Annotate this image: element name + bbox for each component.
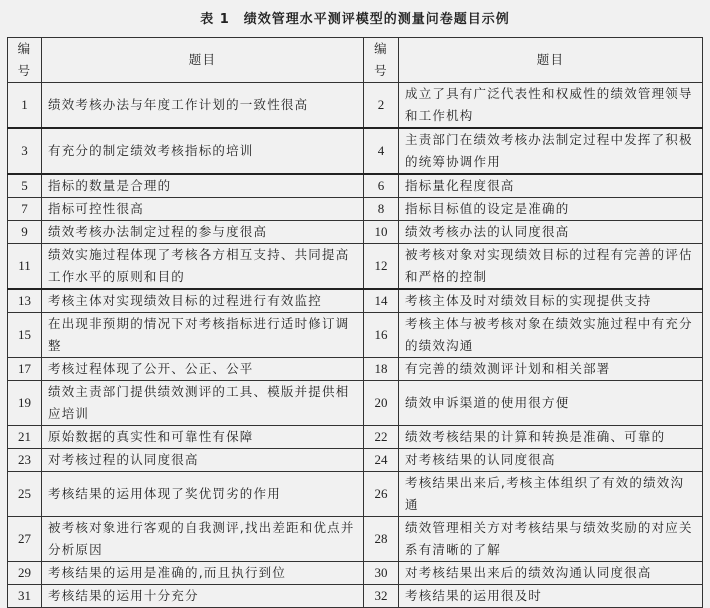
table-row [8, 313, 703, 358]
item-text-left: 被考核对象进行客观的自我测评,找出差距和优点并分析原因 [42, 517, 364, 562]
item-text-right: 绩效管理相关方对考核结果与绩效奖励的对应关系有清晰的了解 [399, 517, 703, 562]
item-number-left: 1 [8, 83, 42, 129]
item-number-right: 28 [364, 517, 399, 562]
item-number-left: 31 [8, 585, 42, 608]
item-number-left: 13 [8, 289, 42, 313]
item-number-left: 5 [8, 174, 42, 198]
item-text-right: 考核结果出来后,考核主体组织了有效的绩效沟通 [399, 472, 703, 517]
header-number-left: 编号 [8, 38, 42, 83]
table-row [8, 83, 703, 129]
item-text-left: 考核过程体现了公开、公正、公平 [42, 358, 364, 381]
item-text-left: 绩效主责部门提供绩效测评的工具、模版并提供相应培训 [42, 381, 364, 426]
item-number-right: 22 [364, 426, 399, 449]
item-number-right: 6 [364, 174, 399, 198]
item-text-right: 考核主体及时对绩效目标的实现提供支持 [399, 289, 703, 313]
item-text-right: 指标量化程度很高 [399, 174, 703, 198]
item-text-right: 被考核对象对实现绩效目标的过程有完善的评估和严格的控制 [399, 244, 703, 290]
item-number-right: 16 [364, 313, 399, 358]
item-text-left: 绩效实施过程体现了考核各方相互支持、共同提高工作水平的原则和目的 [42, 244, 364, 290]
item-number-right: 8 [364, 198, 399, 221]
item-text-right: 绩效考核结果的计算和转换是准确、可靠的 [399, 426, 703, 449]
item-number-right: 24 [364, 449, 399, 472]
item-text-left: 原始数据的真实性和可靠性有保障 [42, 426, 364, 449]
table-row [8, 221, 703, 244]
table-row [8, 358, 703, 381]
item-number-left: 3 [8, 128, 42, 174]
item-text-right: 成立了具有广泛代表性和权威性的绩效管理领导和工作机构 [399, 83, 703, 129]
item-number-right: 14 [364, 289, 399, 313]
item-text-right: 对考核结果的认同度很高 [399, 449, 703, 472]
item-number-right: 12 [364, 244, 399, 290]
item-number-left: 15 [8, 313, 42, 358]
item-number-left: 7 [8, 198, 42, 221]
item-number-right: 18 [364, 358, 399, 381]
item-text-right: 有完善的绩效测评计划和相关部署 [399, 358, 703, 381]
item-number-right: 2 [364, 83, 399, 129]
item-number-left: 19 [8, 381, 42, 426]
item-text-left: 考核主体对实现绩效目标的过程进行有效监控 [42, 289, 364, 313]
item-text-right: 考核结果的运用很及时 [399, 585, 703, 608]
item-text-right: 主责部门在绩效考核办法制定过程中发挥了积极的统筹协调作用 [399, 128, 703, 174]
item-text-left: 考核结果的运用是准确的,而且执行到位 [42, 562, 364, 585]
item-text-left: 在出现非预期的情况下对考核指标进行适时修订调整 [42, 313, 364, 358]
item-text-right: 对考核结果出来后的绩效沟通认同度很高 [399, 562, 703, 585]
item-number-right: 26 [364, 472, 399, 517]
item-text-left: 指标的数量是合理的 [42, 174, 364, 198]
questionnaire-table [7, 37, 703, 608]
item-number-left: 25 [8, 472, 42, 517]
item-text-right: 绩效申诉渠道的使用很方便 [399, 381, 703, 426]
item-number-left: 27 [8, 517, 42, 562]
item-text-left: 绩效考核办法与年度工作计划的一致性很高 [42, 83, 364, 129]
item-text-left: 有充分的制定绩效考核指标的培训 [42, 128, 364, 174]
item-number-left: 11 [8, 244, 42, 290]
item-number-left: 17 [8, 358, 42, 381]
header-item-left: 题目 [42, 38, 364, 83]
table-row [8, 128, 703, 174]
table-row [8, 289, 703, 313]
item-text-left: 绩效考核办法制定过程的参与度很高 [42, 221, 364, 244]
item-text-right: 绩效考核办法的认同度很高 [399, 221, 703, 244]
table-row [8, 198, 703, 221]
item-text-left: 考核结果的运用十分充分 [42, 585, 364, 608]
item-text-right: 指标目标值的设定是准确的 [399, 198, 703, 221]
item-number-left: 21 [8, 426, 42, 449]
item-number-right: 4 [364, 128, 399, 174]
item-number-right: 10 [364, 221, 399, 244]
item-number-right: 32 [364, 585, 399, 608]
table-row [8, 517, 703, 562]
table-row [8, 562, 703, 585]
table-row [8, 244, 703, 290]
table-row [8, 174, 703, 198]
item-number-left: 9 [8, 221, 42, 244]
item-number-left: 29 [8, 562, 42, 585]
item-text-right: 考核主体与被考核对象在绩效实施过程中有充分的绩效沟通 [399, 313, 703, 358]
table-row [8, 585, 703, 608]
item-number-right: 30 [364, 562, 399, 585]
item-number-right: 20 [364, 381, 399, 426]
item-text-left: 考核结果的运用体现了奖优罚劣的作用 [42, 472, 364, 517]
table-header-row [8, 38, 703, 83]
table-row [8, 426, 703, 449]
table-row [8, 472, 703, 517]
header-number-right: 编号 [364, 38, 399, 83]
table-row [8, 381, 703, 426]
header-item-right: 题目 [399, 38, 703, 83]
table-caption: 表 1 绩效管理水平测评模型的测量问卷题目示例 [200, 12, 510, 27]
table-row [8, 449, 703, 472]
item-number-left: 23 [8, 449, 42, 472]
item-text-left: 对考核过程的认同度很高 [42, 449, 364, 472]
item-text-left: 指标可控性很高 [42, 198, 364, 221]
